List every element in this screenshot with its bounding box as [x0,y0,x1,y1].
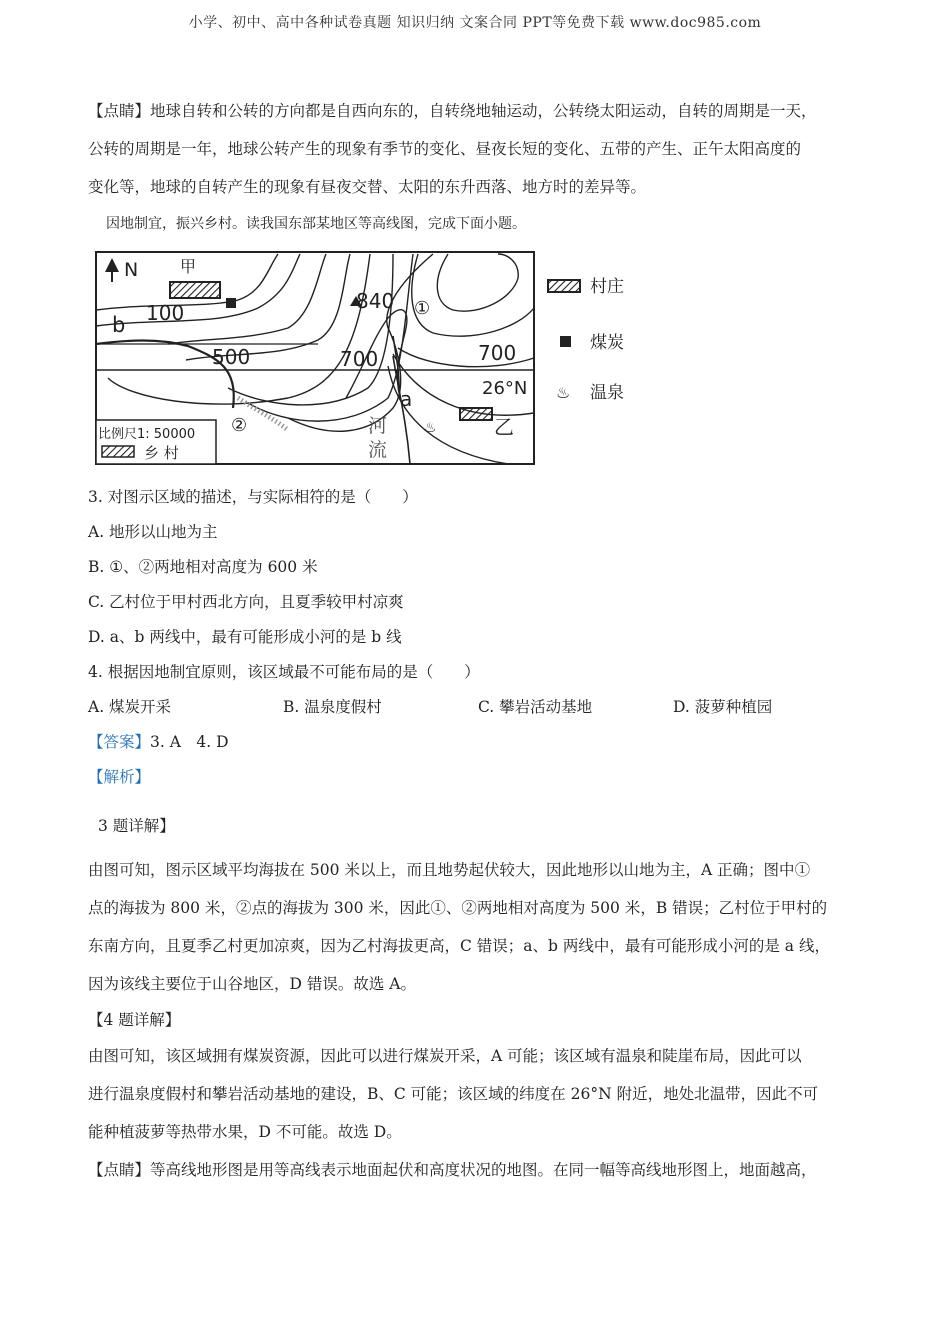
detail-4-line1: 由图可知，该区域拥有煤炭资源，因此可以进行煤炭开采，A 可能；该区域有温泉和陡崖布局，因此可以 [88,1047,802,1065]
q3-option-c: C. 乙村位于甲村西北方向，且夏季较甲村凉爽 [88,593,404,611]
hot-spring-icon: ♨ [424,420,437,436]
tip-section-1 [88,92,868,206]
q3-option-b: B. ①、②两地相对高度为 600 米 [88,558,318,576]
coal-icon [226,298,236,308]
legend-coal-label: 煤炭 [590,333,624,353]
north-arrow-icon [105,258,119,282]
latitude-label: 26°N [482,378,528,399]
answer-text: 3. A 4. D [150,733,229,751]
yi-label: 乙 [494,415,514,439]
q3-option-a: A. 地形以山地为主 [88,523,218,541]
question-4 [88,655,868,725]
legend-spring-label: 温泉 [590,383,624,403]
contour-map-figure [88,248,648,470]
tip-text-line3: 变化等，地球的自转产生的现象有昼夜交替、太阳的东升西落、地方时的差异等。 [88,178,647,196]
line-a-label: a [400,387,413,411]
question-intro: 因地制宜，振兴乡村。读我国东部某地区等高线图，完成下面小题。 [106,216,526,232]
legend-spring-icon: ♨ [556,383,571,402]
contour-label-700-b: 700 [478,341,517,365]
document-body [88,92,868,1189]
answer-tag: 【答案】 [88,733,151,751]
q3-stem: 3. 对图示区域的描述，与实际相符的是（ ） [88,488,418,506]
village-legend-label: 乡 村 [144,444,179,462]
scale-label: 比例尺1: 50000 [98,427,196,442]
detail-4-line2: 进行温泉度假村和攀岩活动基地的建设，B、C 可能；该区域的纬度在 26°N 附近，地处北温带，因此不可 [88,1085,819,1103]
village-yi-icon [460,408,492,420]
contour-label-500: 500 [212,345,251,369]
contour-label-100: 100 [146,301,185,325]
q4-options [88,690,868,725]
question-3 [88,480,868,655]
legend-village-label: 村庄 [590,277,624,297]
page-header: 小学、初中、高中各种试卷真题 知识归纳 文案合同 PPT等免费下载 www.doc985.com [188,15,762,31]
jia-label: 甲 [180,257,197,276]
village-jia-icon [170,282,220,298]
tip-section-2 [88,1151,868,1189]
point-2-label: ② [231,415,248,436]
detail-3-title: 3 题详解】 [98,817,175,835]
q3-option-d: D. a、b 两线中，最有可能形成小河的是 b 线 [88,628,402,646]
detail-4-title: 【4 题详解】 [88,1011,181,1029]
tip-text-line2: 公转的周期是一年，地球公转产生的现象有季节的变化、昼夜长短的变化、五带的产生、正午太阳高度的 [88,140,802,158]
analysis-tag: 【解析】 [88,768,151,786]
legend-coal-icon [560,336,571,347]
q4-option-b: B. 温泉度假村 [283,698,382,716]
point-1-label: ① [414,298,431,319]
river-label-2: 流 [368,439,388,461]
tip-text-line1: 地球自转和公转的方向都是自西向东的，自转绕地轴运动，公转绕太阳运动，自转的周期是一天， [150,102,817,120]
detail-3-line1: 由图可知，图示区域平均海拔在 500 米以上，而且地势起伏较大，因此地形以山地为主，A 正确；图中① [88,861,811,879]
line-b-label: b [112,313,126,337]
river-label-1: 河 [368,415,388,437]
contour-label-700-a: 700 [340,347,379,371]
detail-4-line3: 能种植菠萝等热带水果，D 不可能。故选 D。 [88,1123,402,1141]
detail-3 [88,851,868,1003]
answer-line [88,725,868,760]
village-legend-icon [102,446,134,457]
detail-3-line3: 东南方向，且夏季乙村更加凉爽，因为乙村海拔更高，C 错误；a、b 两线中，最有可能形成小河的是 a 线， [88,937,830,955]
legend-village-icon [548,280,580,292]
tip2-tag: 【点睛】 [88,1161,151,1179]
q4-stem: 4. 根据因地制宜原则，该区域最不可能布局的是（ ） [88,663,480,681]
q4-option-c: C. 攀岩活动基地 [478,698,593,716]
q4-option-a: A. 煤炭开采 [88,698,172,716]
contour-label-840: 840 [356,289,395,313]
tip2-text: 等高线地形图是用等高线表示地面起伏和高度状况的地图。在同一幅等高线地形图上，地面越高， [150,1161,817,1179]
q4-option-d: D. 菠萝种植园 [673,698,773,716]
tip-tag: 【点睛】 [88,102,151,120]
north-label: N [124,259,139,281]
detail-4 [88,1037,868,1151]
detail-3-line2: 点的海拔为 800 米，②点的海拔为 300 米，因此①、②两地相对高度为 500 米，B 错误；乙村位于甲村的 [88,899,828,917]
contour-map [88,248,648,470]
detail-3-line4: 因为该线主要位于山谷地区，D 错误。故选 A。 [88,975,416,993]
